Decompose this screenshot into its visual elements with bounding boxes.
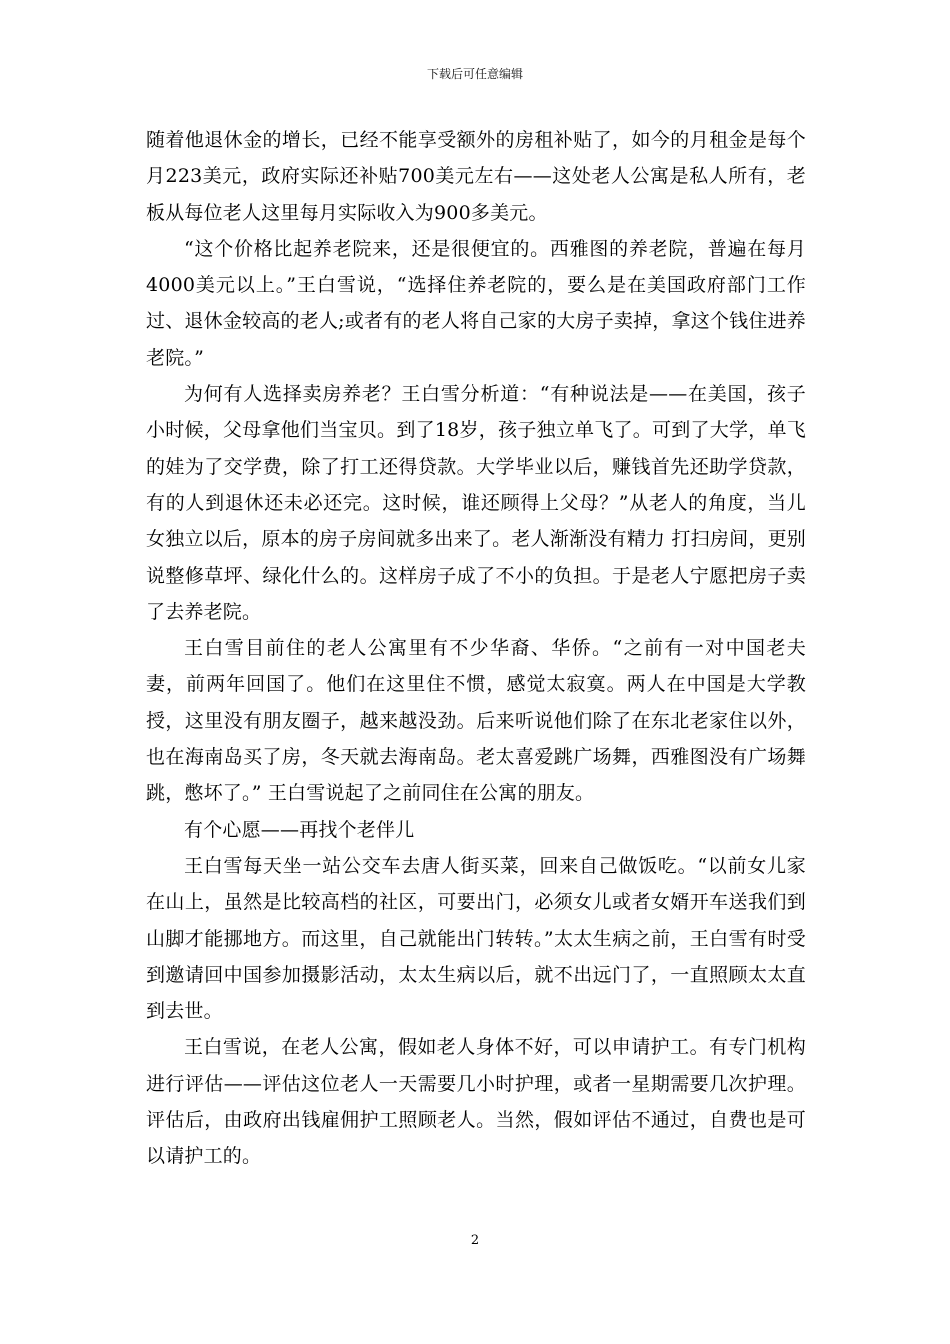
- page-header: 下载后可任意编辑: [426, 67, 523, 81]
- paragraph: 王白雪说，在老人公寓，假如老人身体不好，可以申请护工。有专门机构进行评估——评估这位老人一天需要几小时护理，或者一星期需要几次护理。评估后，由政府出钱雇佣护工照顾老人。当然，假如评估不通过，自费也是可以请护工的。: [146, 1036, 806, 1168]
- page-number: 2: [470, 1233, 480, 1248]
- paragraph: 王白雪每天坐一站公交车去唐人街买菜，回来自己做饭吃。“以前女儿家在山上，虽然是比较高档的社区，可要出门，必须女儿或者女婿开车送我们到山脚才能挪地方。而这里，自己就能出门转转。”太太生病之前，王白雪有时受到邀请回中国参加摄影活动，太太生病以后，就不出远门了，一直照顾太太直到去世。: [146, 854, 806, 1023]
- paragraph: “这个价格比起养老院来，还是很便宜的。西雅图的养老院，普遍在每月4000美元以上。”王白雪说，“选择住养老院的，要么是在美国政府部门工作过、退休金较高的老人;或者有的老人将自己家的大房子卖掉，拿这个钱住进养老院。”: [146, 237, 806, 369]
- section-heading: 有个心愿——再找个老伴儿: [184, 818, 415, 841]
- article-body: [146, 122, 806, 1175]
- paragraph: 随着他退休金的增长，已经不能享受额外的房租补贴了，如今的月租金是每个月223美元，政府实际还补贴700美元左右——这处老人公寓是私人所有，老板从每位老人这里每月实际收入为900多美元。: [146, 129, 806, 224]
- paragraph: 王白雪目前住的老人公寓里有不少华裔、华侨。“之前有一对中国老夫妻，前两年回国了。他们在这里住不惯，感觉太寂寞。两人在中国是大学教授，这里没有朋友圈子，越来越没劲。后来听说他们除了在东北老家住以外，也在海南岛买了房，冬天就去海南岛。老太喜爱跳广场舞，西雅图没有广场舞跳，憋坏了。” 王白雪说起了之前同住在公寓的朋友。: [146, 637, 806, 805]
- paragraph: 为何有人选择卖房养老？王白雪分析道：“有种说法是——在美国，孩子小时候，父母拿他们当宝贝。到了18岁，孩子独立单飞了。可到了大学，单飞的娃为了交学费，除了打工还得贷款。大学毕业以后，赚钱首先还助学贷款，有的人到退休还未必还完。这时候，谁还顾得上父母？”从老人的角度，当儿女独立以后，原本的房子房间就多出来了。老人渐渐没有精力 打扫房间，更别说整修草坪、绿化什么的。这样房子成了不小的负担。于是老人宁愿把房子卖了去养老院。: [146, 383, 806, 623]
